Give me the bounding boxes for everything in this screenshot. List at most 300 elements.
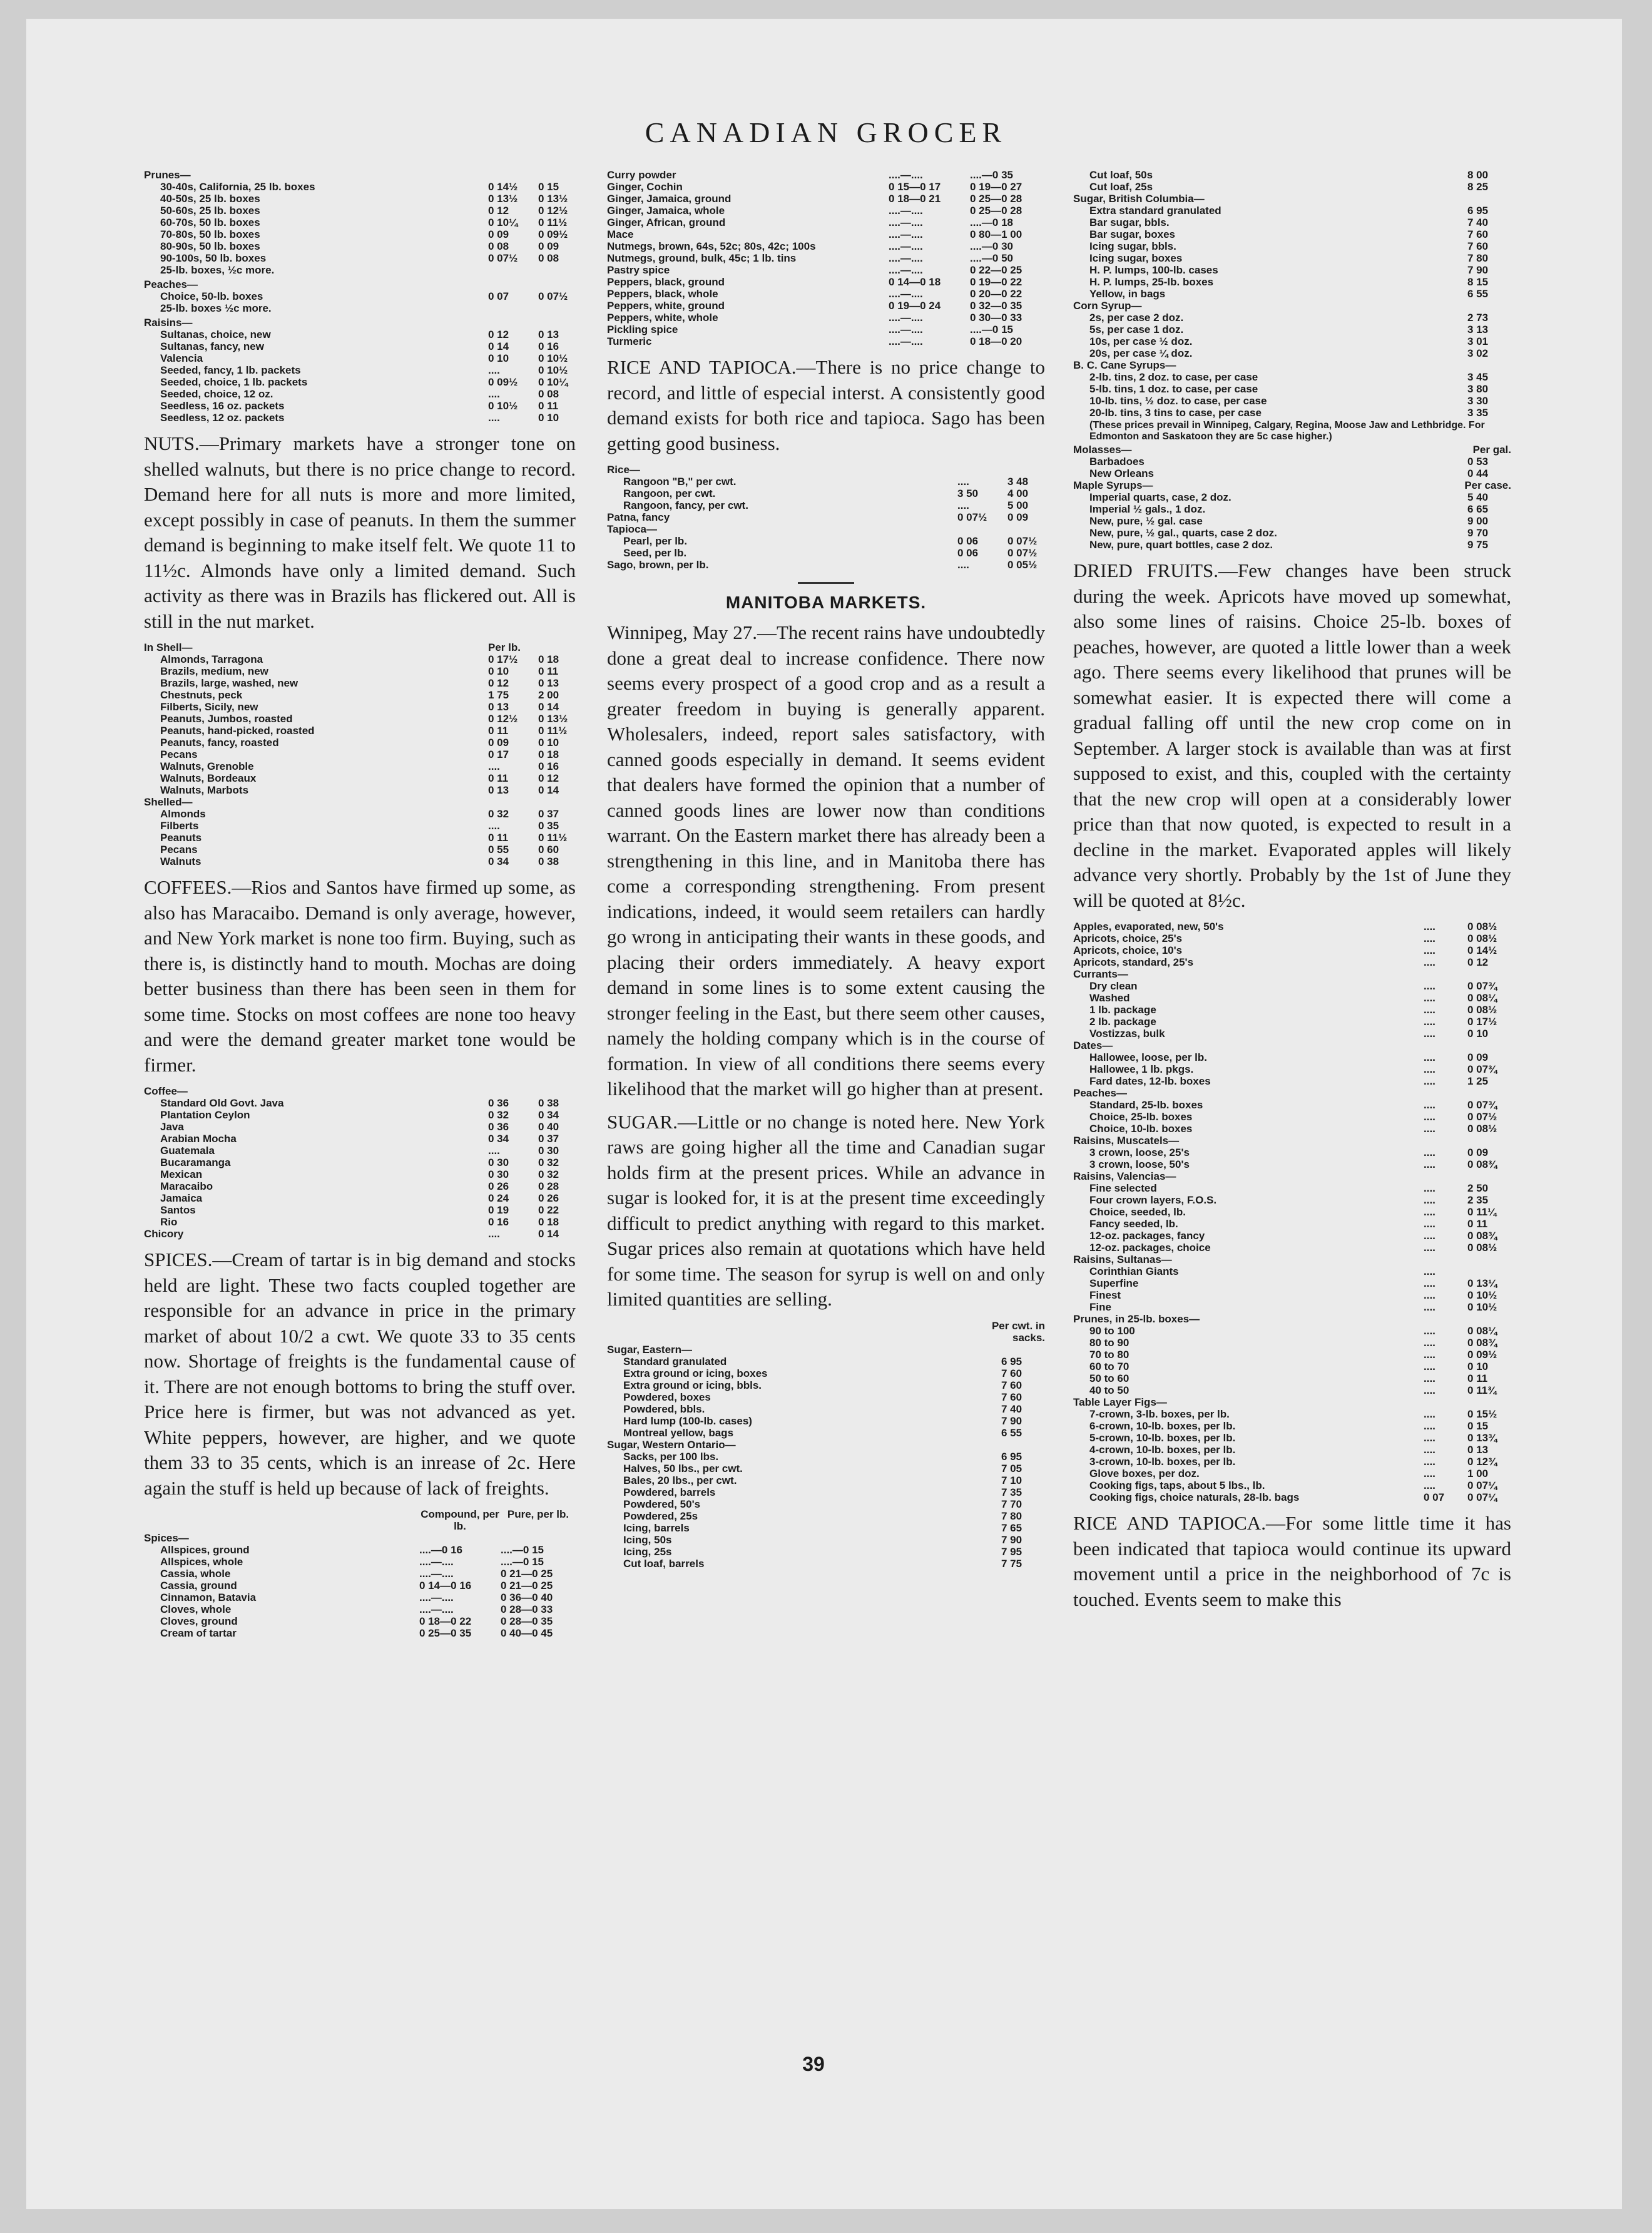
item-price: 0 30 xyxy=(488,1157,509,1168)
item-price: .... xyxy=(1424,1099,1435,1111)
table-row xyxy=(607,335,1045,347)
item-price: 0 07½ xyxy=(488,252,518,264)
table-group-heading xyxy=(1073,300,1511,312)
item-price: 3 13 xyxy=(1467,324,1489,335)
table-row xyxy=(1073,1479,1511,1491)
table-row xyxy=(607,1403,1045,1415)
item-price: 0 12 xyxy=(488,205,509,217)
item-price: 3 02 xyxy=(1467,347,1489,359)
item-price: 0 13½ xyxy=(538,713,568,725)
item-label: H. P. lumps, 100-lb. cases xyxy=(1089,264,1218,276)
item-label: 5-lb. tins, 1 doz. to case, per case xyxy=(1089,383,1258,395)
item-price: 0 13 xyxy=(538,329,559,340)
table-row xyxy=(607,1510,1045,1522)
item-price: ....—0 18 xyxy=(970,217,1013,228)
item-price: .... xyxy=(1424,1028,1435,1040)
table-row xyxy=(607,1379,1045,1391)
item-price: .... xyxy=(1424,1444,1435,1456)
item-price: 0 15 xyxy=(538,181,559,193)
table-row xyxy=(1073,1468,1511,1479)
item-price: 3 01 xyxy=(1467,335,1489,347)
item-price: .... xyxy=(1424,1075,1435,1087)
item-price: 0 15—0 17 xyxy=(889,181,941,193)
raisins-table xyxy=(144,317,576,424)
item-label: Peanuts xyxy=(160,832,202,844)
nuts-in-shell-table xyxy=(144,653,576,796)
item-price: 0 22 xyxy=(538,1204,559,1216)
item-label: Halves, 50 lbs., per cwt. xyxy=(623,1462,743,1474)
item-price: 0 09 xyxy=(488,228,509,240)
item-label: Apricots, choice, 10's xyxy=(1073,944,1183,956)
section-divider xyxy=(798,582,854,584)
item-price: ....—.... xyxy=(889,335,923,347)
item-price: 5 00 xyxy=(1007,499,1029,511)
item-price: 0 07 xyxy=(1424,1491,1445,1503)
item-price: ....—.... xyxy=(419,1556,454,1568)
item-price: 6 55 xyxy=(1467,288,1489,300)
table-row xyxy=(607,547,1045,559)
item-label: H. P. lumps, 25-lb. boxes xyxy=(1089,276,1214,288)
item-label: New, pure, ½ gal. case xyxy=(1089,515,1203,527)
table-row xyxy=(144,302,576,314)
item-price: 7 35 xyxy=(1001,1486,1022,1498)
item-price: 0 14½ xyxy=(488,181,518,193)
column-2 xyxy=(607,169,1045,1570)
table-row xyxy=(1073,335,1511,347)
column-3 xyxy=(1073,169,1511,1620)
item-price: 0 10¼ xyxy=(538,376,568,388)
item-price: 0 07½ xyxy=(1007,535,1038,547)
item-price: 7 90 xyxy=(1001,1414,1022,1427)
item-price: 0 14 xyxy=(488,340,509,352)
item-price xyxy=(538,264,576,276)
group-label: Peaches— xyxy=(1073,1087,1127,1099)
peaches-table xyxy=(144,278,576,314)
item-price: 0 32 xyxy=(538,1157,559,1168)
item-price: 7 80 xyxy=(1467,252,1489,264)
nuts-header xyxy=(144,641,576,653)
group-label: Raisins, Sultanas— xyxy=(1073,1254,1172,1265)
table-row xyxy=(144,1627,576,1639)
item-label: Cassia, whole xyxy=(160,1568,231,1580)
item-price: .... xyxy=(957,559,969,571)
item-price: 0 13 xyxy=(488,784,509,796)
item-label: Powdered, barrels xyxy=(623,1486,716,1498)
table-group-heading xyxy=(144,317,576,329)
item-price: 0 11½ xyxy=(538,725,568,737)
table-row xyxy=(144,340,576,352)
table-row xyxy=(607,276,1045,288)
item-label: Standard granulated xyxy=(623,1355,727,1367)
table-row xyxy=(607,228,1045,240)
group-label: Prunes— xyxy=(144,169,191,181)
item-label: 20s, per case ¼ doz. xyxy=(1089,347,1193,359)
item-price: 0 22—0 25 xyxy=(970,264,1022,276)
item-label: 60-70s, 50 lb. boxes xyxy=(160,217,260,228)
item-label: Guatemala xyxy=(160,1145,215,1157)
item-price: .... xyxy=(1424,1372,1435,1384)
table-row xyxy=(1073,1432,1511,1444)
item-price: 2 00 xyxy=(538,689,559,701)
item-label: Icing sugar, boxes xyxy=(1089,252,1183,264)
item-price: 0 32 xyxy=(488,808,509,820)
table-row xyxy=(1073,944,1511,956)
item-label: Apricots, choice, 25's xyxy=(1073,933,1183,944)
item-label: Seeded, choice, 1 lb. packets xyxy=(160,376,308,388)
table-row xyxy=(1073,1004,1511,1016)
item-label: Cream of tartar xyxy=(160,1627,237,1639)
item-label: Peppers, white, whole xyxy=(607,312,718,324)
item-price: 0 14 xyxy=(538,784,559,796)
group-label: Peaches— xyxy=(144,278,198,290)
item-label: Hallowee, loose, per lb. xyxy=(1089,1051,1207,1063)
table-row xyxy=(1073,1384,1511,1396)
item-price: 0 11 xyxy=(538,665,559,677)
item-price: 0 11¾ xyxy=(1467,1384,1497,1396)
item-label: 80-90s, 50 lb. boxes xyxy=(160,240,260,252)
item-price: .... xyxy=(1424,1016,1435,1028)
item-label: Plantation Ceylon xyxy=(160,1109,250,1121)
table-row xyxy=(607,1463,1045,1474)
item-price: ....—0 50 xyxy=(970,252,1013,264)
table-row xyxy=(144,228,576,240)
item-price: ....—0 15 xyxy=(970,324,1013,335)
group-label: Tapioca— xyxy=(607,523,657,535)
spices-header-compound: Compound, per lb. xyxy=(421,1508,499,1532)
item-price: 0 44 xyxy=(1467,468,1489,479)
table-row xyxy=(144,844,576,856)
rice-paragraph: RICE AND TAPIOCA.—There is no price change to record, and little of especial interst. A consistently good demand exists for both rice and tapioca. Sago has been getting good business. xyxy=(607,356,1045,454)
table-group-heading xyxy=(1073,444,1511,456)
item-label: Cut loaf, 50s xyxy=(1089,169,1153,181)
page-header: CANADIAN GROCER xyxy=(645,116,1007,148)
table-group-heading xyxy=(1073,1087,1511,1099)
item-price: 0 08 xyxy=(538,252,559,264)
item-price: 0 26 xyxy=(538,1192,559,1204)
table-row xyxy=(144,1180,576,1192)
item-label: 30-40s, California, 25 lb. boxes xyxy=(160,181,315,193)
item-price: 0 13¼ xyxy=(1467,1277,1497,1289)
item-label: 3-crown, 10-lb. boxes, per lb. xyxy=(1089,1456,1236,1468)
item-label: Valencia xyxy=(160,352,203,364)
item-price: .... xyxy=(1424,1361,1435,1372)
item-price: 0 12½ xyxy=(488,713,518,725)
item-price: 0 13½ xyxy=(538,193,568,205)
item-label: Powdered, boxes xyxy=(623,1391,711,1403)
table-row xyxy=(607,240,1045,252)
table-row xyxy=(607,499,1045,511)
item-price: 0 21—0 25 xyxy=(501,1580,553,1592)
item-label: Seeded, fancy, 1 lb. packets xyxy=(160,364,301,376)
item-label: Icing, 50s xyxy=(623,1533,672,1546)
item-label: Brazils, large, washed, new xyxy=(160,677,298,689)
item-label: Fine xyxy=(1089,1301,1111,1313)
item-price: .... xyxy=(1424,1123,1435,1135)
table-row xyxy=(144,181,576,193)
table-group-heading xyxy=(607,1344,1045,1356)
item-label: Superfine xyxy=(1089,1277,1139,1289)
item-price: .... xyxy=(1424,1147,1435,1158)
item-label: Mace xyxy=(607,228,634,240)
table-row xyxy=(1073,1218,1511,1230)
item-price: 7 10 xyxy=(1001,1474,1022,1486)
item-label: Filberts, Sicily, new xyxy=(160,701,258,713)
table-row xyxy=(144,784,576,796)
item-label: 40 to 50 xyxy=(1089,1384,1129,1396)
table-row xyxy=(144,1168,576,1180)
item-price: 0 07½ xyxy=(538,290,568,302)
item-price: 0 06 xyxy=(957,547,979,559)
item-label: Seed, per lb. xyxy=(623,547,687,559)
item-price: .... xyxy=(488,388,500,400)
item-label: Rio xyxy=(160,1216,178,1228)
table-row xyxy=(1073,933,1511,944)
item-price: 8 15 xyxy=(1467,276,1489,288)
spices-table xyxy=(144,1532,576,1639)
item-price: 0 12 xyxy=(488,677,509,689)
table-row xyxy=(144,665,576,677)
item-price: 0 16 xyxy=(538,760,559,772)
spices-paragraph: SPICES.—Cream of tartar is in big demand and stocks held are light. These two facts coupled together are responsible for an advance in price in the primary market of about 10/2 a cwt. We quote 33 to 35 cents now. Shortage of freights is the fundamental cause of it. There are not enough bottoms to bring the stuff over. Price here is firmer, but was not advanced as yet. White peppers, however, are higher, and we quote them 33 to 35 cents, which is an inrease of 2c. Here again the stuff is held up because of lack of freights. xyxy=(144,1249,576,1499)
item-price: ....—.... xyxy=(419,1592,454,1603)
table-group-heading xyxy=(1073,1313,1511,1325)
item-price: 3 30 xyxy=(1467,395,1489,407)
group-label: Spices— xyxy=(144,1532,189,1544)
item-label: Fard dates, 12-lb. boxes xyxy=(1089,1075,1211,1087)
table-row xyxy=(144,760,576,772)
item-label: Patna, fancy xyxy=(607,511,670,523)
table-row xyxy=(1073,1420,1511,1432)
item-price: 2 73 xyxy=(1467,312,1489,324)
table-row xyxy=(607,312,1045,324)
spices-cont-table xyxy=(607,169,1045,347)
item-price: 0 07¼ xyxy=(1467,1491,1497,1503)
item-label: Fancy seeded, lb. xyxy=(1089,1218,1178,1230)
table-row xyxy=(1073,1349,1511,1361)
item-label: Maracaibo xyxy=(160,1180,213,1192)
item-price: 0 53 xyxy=(1467,456,1489,468)
table-row xyxy=(144,364,576,376)
item-price: 0 25—0 28 xyxy=(970,193,1022,205)
item-price: .... xyxy=(488,364,500,376)
group-label: B. C. Cane Syrups— xyxy=(1073,359,1176,371)
table-group-heading xyxy=(144,169,576,181)
table-row xyxy=(144,1192,576,1204)
item-price: .... xyxy=(1424,1289,1435,1301)
table-row xyxy=(607,217,1045,228)
table-row xyxy=(144,205,576,217)
item-label: Bales, 20 lbs., per cwt. xyxy=(623,1474,737,1486)
item-label: 4-crown, 10-lb. boxes, per lb. xyxy=(1089,1444,1236,1456)
item-price xyxy=(1467,1265,1511,1277)
table-row xyxy=(1073,1147,1511,1158)
item-price: .... xyxy=(1424,1194,1435,1206)
item-price: 0 19 xyxy=(488,1204,509,1216)
table-row xyxy=(144,264,576,276)
manitoba-paragraph: Winnipeg, May 27.—The recent rains have undoubtedly done a great deal to increase confidence. There now seems every prospect of a good crop and as a result a greater freedom in buying is generally apparent. Wholesalers, indeed, report sales satisfactory, with canned goods especially in demand. It seems evident that dealers have formed the opinion that a number of canned goods lines are lower now than conditions warrant. On the Eastern market there has already been a strengthening in this line, and in Manitoba there has come a corresponding strengthening. From present indications, indeed, it would seem retailers can hardly go wrong in anticipating their wants in these goods, and placing their orders immediately. A heavy export demand in some lines is to some extent causing the stronger feeling in the East, but there seem other causes, namely the holding company which is in the course of formation. In view of all conditions there seems every likelihood that the market will go higher than at present. xyxy=(607,621,1045,1100)
group-label: Currants— xyxy=(1073,968,1128,980)
item-price: 0 11 xyxy=(1467,1218,1488,1230)
item-price: 7 40 xyxy=(1001,1403,1022,1415)
item-price: 0 10 xyxy=(488,665,509,677)
group-label: Corn Syrup— xyxy=(1073,300,1142,312)
table-group-heading xyxy=(1073,479,1511,491)
item-label: Pecans xyxy=(160,844,198,856)
item-price: .... xyxy=(1424,1158,1435,1170)
item-price: 0 10½ xyxy=(1467,1289,1497,1301)
item-price: .... xyxy=(1424,1063,1435,1075)
item-label: Bar sugar, boxes xyxy=(1089,228,1176,240)
item-price: .... xyxy=(1424,1242,1435,1254)
table-row xyxy=(607,1367,1045,1379)
item-label: Vostizzas, bulk xyxy=(1089,1028,1165,1040)
table-row xyxy=(1073,980,1511,992)
item-price: ....—.... xyxy=(889,217,923,228)
item-price: 6 55 xyxy=(1001,1426,1022,1439)
item-price: .... xyxy=(1424,1468,1435,1479)
item-label: Apricots, standard, 25's xyxy=(1073,956,1194,968)
item-price: 0 08½ xyxy=(1467,1004,1497,1016)
item-price: 7 80 xyxy=(1001,1510,1022,1522)
item-label: Cloves, whole xyxy=(160,1603,232,1615)
item-price: 0 18—0 21 xyxy=(889,193,941,205)
item-price: .... xyxy=(1424,1265,1435,1277)
item-price xyxy=(488,264,538,276)
page-number: 39 xyxy=(802,2053,825,2075)
table-row xyxy=(1073,468,1511,479)
table-group-heading xyxy=(607,523,1045,535)
column-1 xyxy=(144,169,576,1639)
item-price: 0 40 xyxy=(538,1121,559,1133)
item-label: 12-oz. packages, fancy xyxy=(1089,1230,1205,1242)
table-row xyxy=(607,1498,1045,1510)
table-row xyxy=(1073,228,1511,240)
item-price: .... xyxy=(957,499,969,511)
item-price: .... xyxy=(1424,992,1435,1004)
table-row xyxy=(1073,1206,1511,1218)
item-price: 6 65 xyxy=(1467,503,1489,515)
item-label: 10s, per case ½ doz. xyxy=(1089,335,1193,347)
table-row xyxy=(144,1216,576,1228)
item-price: 0 21—0 25 xyxy=(501,1568,553,1580)
item-price: 0 19—0 27 xyxy=(970,181,1022,193)
item-label: Powdered, bbls. xyxy=(623,1403,705,1415)
table-row xyxy=(607,300,1045,312)
item-price: 0 10¼ xyxy=(488,217,518,228)
item-label: Cooking figs, choice naturals, 28-lb. bags xyxy=(1089,1491,1300,1503)
item-price: ....—0 35 xyxy=(970,169,1013,181)
item-price: 0 32 xyxy=(488,1109,509,1121)
table-row xyxy=(1073,1265,1511,1277)
table-row xyxy=(144,1544,576,1556)
item-price: 8 25 xyxy=(1467,181,1489,193)
syrups-table xyxy=(1073,169,1511,419)
item-price: 0 10 xyxy=(538,737,559,749)
table-row xyxy=(144,725,576,737)
table-row xyxy=(1073,1242,1511,1254)
group-label: Coffee— xyxy=(144,1085,188,1097)
item-label: New Orleans xyxy=(1089,468,1154,479)
item-price: 2 35 xyxy=(1467,1194,1489,1206)
item-price: 0 13¾ xyxy=(1467,1432,1497,1444)
item-price: .... xyxy=(957,476,969,488)
group-label: Raisins, Valencias— xyxy=(1073,1170,1176,1182)
item-label: Ginger, Jamaica, whole xyxy=(607,205,725,217)
item-price: 0 11½ xyxy=(538,832,568,844)
item-price: .... xyxy=(1424,933,1435,944)
item-label: Seedless, 16 oz. packets xyxy=(160,400,285,412)
item-price: 0 30 xyxy=(538,1145,559,1157)
item-price: 0 28—0 33 xyxy=(501,1603,553,1615)
item-price: 0 36 xyxy=(488,1121,509,1133)
item-label: Filberts xyxy=(160,820,199,832)
table-row xyxy=(1073,1182,1511,1194)
item-price: .... xyxy=(1424,1432,1435,1444)
item-price: 0 26 xyxy=(488,1180,509,1192)
item-label: Java xyxy=(160,1121,184,1133)
item-label: Cassia, ground xyxy=(160,1580,237,1592)
item-price: 0 28—0 35 xyxy=(501,1615,553,1627)
table-row xyxy=(1073,1301,1511,1313)
item-label: 5-crown, 10-lb. boxes, per lb. xyxy=(1089,1432,1236,1444)
item-price: 0 09 xyxy=(1007,511,1029,523)
item-label: Extra standard granulated xyxy=(1089,205,1221,217)
item-price: .... xyxy=(1424,1004,1435,1016)
table-row xyxy=(607,559,1045,571)
item-price: ....—.... xyxy=(419,1568,454,1580)
table-row xyxy=(1073,181,1511,193)
table-row xyxy=(144,1109,576,1121)
sugar-table xyxy=(607,1344,1045,1570)
table-group-heading xyxy=(607,464,1045,476)
item-price: .... xyxy=(1424,1182,1435,1194)
item-price: 7 60 xyxy=(1001,1367,1022,1379)
table-row xyxy=(144,1133,576,1145)
item-price: 0 36—0 40 xyxy=(501,1592,553,1603)
group-label: Sugar, British Columbia— xyxy=(1073,193,1205,205)
nuts-paragraph: NUTS.—Primary markets have a stronger tone on shelled walnuts, but there is no price change to record. Demand here for all nuts is more and more limited, except possibly in case of peanuts. In them the summer demand is beginning to make itself felt. We quote 11 to 11½c. Almonds have only a limited demand. Such activity as there was in Brazils has flickered out. All is still in the nut market. xyxy=(144,432,576,632)
table-group-heading xyxy=(607,1439,1045,1451)
item-price: 0 07¼ xyxy=(1467,1479,1497,1491)
group-unit: Per case. xyxy=(1464,479,1511,491)
item-price: 0 13½ xyxy=(488,193,518,205)
table-row xyxy=(144,772,576,784)
item-label: 50-60s, 25 lb. boxes xyxy=(160,205,260,217)
item-price: .... xyxy=(1424,1206,1435,1218)
item-price: ....—.... xyxy=(419,1603,454,1615)
item-price: 0 13 xyxy=(538,677,559,689)
item-price: .... xyxy=(1424,1479,1435,1491)
table-row xyxy=(607,1486,1045,1498)
table-row xyxy=(1073,169,1511,181)
table-row xyxy=(607,476,1045,488)
table-row xyxy=(607,1415,1045,1427)
item-label: 20-lb. tins, 3 tins to case, per case xyxy=(1089,407,1262,419)
table-group-heading xyxy=(144,278,576,290)
item-price: 0 35 xyxy=(538,820,559,832)
item-price: 7 90 xyxy=(1467,264,1489,276)
item-price: 0 18 xyxy=(538,653,559,665)
item-price: .... xyxy=(1424,921,1435,933)
item-label: 1 lb. package xyxy=(1089,1004,1156,1016)
item-price: 0 12 xyxy=(538,772,559,784)
item-label: Nutmegs, brown, 64s, 52c; 80s, 42c; 100s xyxy=(607,240,816,252)
item-label: 3 crown, loose, 25's xyxy=(1089,1147,1190,1158)
table-row xyxy=(1073,1444,1511,1456)
dried-fruits-paragraph: DRIED FRUITS.—Few changes have been struck during the week. Apricots have moved up somewhat, also some lines of raisins. Choice 25-lb. boxes of peaches, however, are quoted a little lower than a week ago. There seems every likelihood that prunes will be somewhat easier. It is expected there will come a gradual falling off until the new crop come on in September. A larger stock is available than was at first supposed to exist, and this, coupled with the certainty that the new crop will open at a considerably lower price than that now quoted, is expected to result in a decline in the market. Evaporated apples will likely advance very shortly. Probably by the 1st of June they will be quoted at 8½c. xyxy=(1073,560,1511,911)
item-price: 0 12 xyxy=(488,329,509,340)
item-label: Icing, 25s xyxy=(623,1545,672,1558)
